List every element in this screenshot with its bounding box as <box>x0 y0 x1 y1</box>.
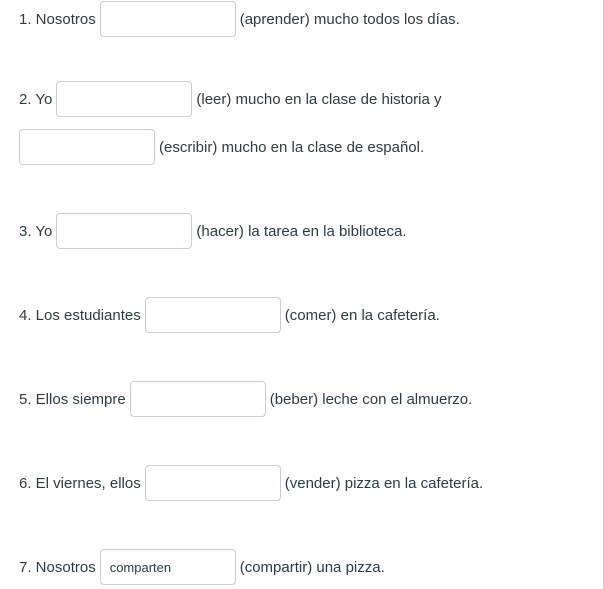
question-prefix: 6. El viernes, ellos <box>19 474 141 492</box>
question-5 <box>19 380 472 418</box>
question-2 <box>19 80 442 118</box>
question-4 <box>19 296 440 334</box>
question-prefix: 1. Nosotros <box>19 10 96 28</box>
question-suffix: (comer) en la cafetería. <box>284 306 440 324</box>
answer-input[interactable]: comparten <box>100 549 236 585</box>
answer-input[interactable] <box>19 129 155 165</box>
question-prefix: 5. Ellos siempre <box>19 390 126 408</box>
question-7 <box>19 548 385 586</box>
question-prefix: 2. Yo <box>19 90 53 108</box>
question-2-continued <box>19 128 424 166</box>
question-6 <box>19 464 483 502</box>
answer-input[interactable] <box>56 81 192 117</box>
question-suffix: (aprender) mucho todos los días. <box>239 10 460 28</box>
answer-input[interactable] <box>145 465 281 501</box>
question-suffix: (compartir) una pizza. <box>239 558 385 576</box>
question-prefix: 4. Los estudiantes <box>19 306 141 324</box>
answer-input[interactable] <box>100 1 236 37</box>
question-suffix: (beber) leche con el almuerzo. <box>269 390 473 408</box>
question-suffix: (leer) mucho en la clase de historia y <box>196 90 442 108</box>
answer-input[interactable] <box>145 297 281 333</box>
answer-input[interactable] <box>130 381 266 417</box>
question-suffix: (escribir) mucho en la clase de español. <box>159 138 425 156</box>
answer-input[interactable] <box>56 213 192 249</box>
question-1 <box>19 0 460 38</box>
question-prefix: 7. Nosotros <box>19 558 96 576</box>
question-suffix: (hacer) la tarea en la biblioteca. <box>196 222 407 240</box>
question-suffix: (vender) pizza en la cafetería. <box>284 474 484 492</box>
question-3 <box>19 212 407 250</box>
question-prefix: 3. Yo <box>19 222 53 240</box>
